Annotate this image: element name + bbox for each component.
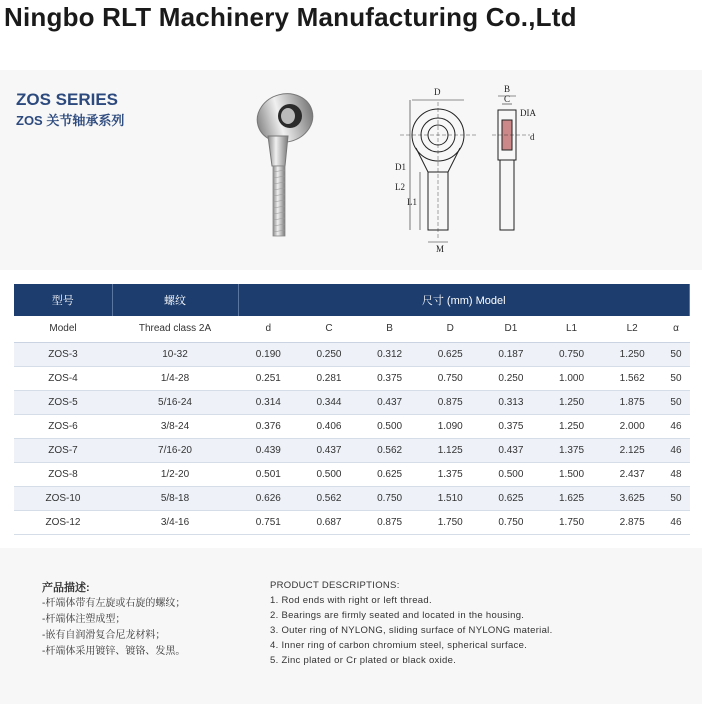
table-cell: 0.625 — [481, 486, 542, 510]
table-cell: 0.875 — [359, 510, 420, 534]
dim-label: B — [504, 84, 511, 94]
table-cell: 1.625 — [541, 486, 602, 510]
table-cell: 0.281 — [299, 366, 360, 390]
table-cell: 50 — [662, 342, 689, 366]
table-cell: 0.439 — [238, 438, 299, 462]
en-description-line: 5. Zinc plated or Cr plated or black oxide. — [270, 655, 457, 666]
table-cell: 1/2-20 — [112, 462, 238, 486]
table-cell: ZOS-4 — [14, 366, 112, 390]
table-cell: 0.750 — [541, 342, 602, 366]
table-row — [14, 414, 690, 438]
table-cell: 0.437 — [359, 390, 420, 414]
dim-label: L2 — [395, 182, 405, 192]
subheader-cell: B — [359, 316, 420, 342]
en-description-line: 2. Bearings are firmly seated and located in the housing. — [270, 610, 525, 621]
en-description-line: 3. Outer ring of NYLONG, sliding surface of NYLONG material. — [270, 625, 553, 636]
table-cell: 0.500 — [481, 462, 542, 486]
table-cell: 7/16-20 — [112, 438, 238, 462]
table-cell: 50 — [662, 390, 689, 414]
subheader-cell: C — [299, 316, 360, 342]
table-cell: 46 — [662, 438, 689, 462]
table-cell: 5/8-18 — [112, 486, 238, 510]
table-row — [14, 366, 690, 390]
table-cell: 50 — [662, 366, 689, 390]
table-cell: 0.437 — [481, 438, 542, 462]
series-subtitle: ZOS 关节轴承系列 — [16, 113, 125, 128]
en-description-heading: PRODUCT DESCRIPTIONS: — [270, 580, 400, 591]
dim-label: D1 — [395, 162, 406, 172]
table-cell: 0.314 — [238, 390, 299, 414]
table-cell: 0.344 — [299, 390, 360, 414]
table-row — [14, 342, 690, 366]
table-cell: 1.750 — [541, 510, 602, 534]
table-cell: 1.875 — [602, 390, 663, 414]
table-body — [14, 342, 690, 534]
subheader-cell: d — [238, 316, 299, 342]
table-cell: 1.090 — [420, 414, 481, 438]
cn-description-line: -杆端体采用镀锌、镀铬、发黑。 — [42, 646, 186, 657]
table-cell: ZOS-12 — [14, 510, 112, 534]
table-cell: 0.250 — [299, 342, 360, 366]
table-cell: 2.437 — [602, 462, 663, 486]
table-cell: 0.187 — [481, 342, 542, 366]
table-row — [14, 438, 690, 462]
company-title: Ningbo RLT Machinery Manufacturing Co.,Ltd — [4, 2, 577, 32]
table-cell: 1.510 — [420, 486, 481, 510]
table-cell: 0.500 — [299, 462, 360, 486]
subheader-cell: L1 — [541, 316, 602, 342]
dim-label: C — [504, 94, 511, 104]
table-cell: 0.501 — [238, 462, 299, 486]
table-row — [14, 486, 690, 510]
table-cell: ZOS-8 — [14, 462, 112, 486]
table-cell: 0.375 — [359, 366, 420, 390]
table-cell: 2.125 — [602, 438, 663, 462]
dim-label: DIA — [520, 108, 536, 118]
table-cell: ZOS-10 — [14, 486, 112, 510]
table-cell: 0.625 — [359, 462, 420, 486]
table-cell: 0.875 — [420, 390, 481, 414]
table-cell: 0.406 — [299, 414, 360, 438]
cn-description-line: -嵌有自润滑复合尼龙材料； — [42, 630, 166, 641]
table-cell: 3/4-16 — [112, 510, 238, 534]
table-cell: 0.313 — [481, 390, 542, 414]
table-cell: ZOS-6 — [14, 414, 112, 438]
table-cell: 46 — [662, 414, 689, 438]
technical-drawing — [390, 80, 560, 260]
dim-label: L1 — [407, 197, 417, 207]
table-cell: 0.375 — [481, 414, 542, 438]
table-cell: 0.562 — [299, 486, 360, 510]
table-cell: 48 — [662, 462, 689, 486]
table-subheader-row — [14, 316, 690, 342]
table-cell: 1.750 — [420, 510, 481, 534]
table-cell: 0.750 — [481, 510, 542, 534]
cn-description-heading: 产品描述: — [42, 582, 90, 594]
table-cell: 1.375 — [420, 462, 481, 486]
table-cell: 0.687 — [299, 510, 360, 534]
table-cell: 0.312 — [359, 342, 420, 366]
table-cell: 1.250 — [602, 342, 663, 366]
table-cell: 10-32 — [112, 342, 238, 366]
table-cell: 0.437 — [299, 438, 360, 462]
table-cell: 1.125 — [420, 438, 481, 462]
table-cell: 1.250 — [541, 414, 602, 438]
table-cell: 1/4-28 — [112, 366, 238, 390]
header-thread-cn: 螺纹 — [112, 284, 238, 316]
table-cell: 1.500 — [541, 462, 602, 486]
table-cell: 0.562 — [359, 438, 420, 462]
subheader-cell: Thread class 2A — [112, 316, 238, 342]
en-description — [270, 578, 553, 668]
table-cell: 46 — [662, 510, 689, 534]
table-row — [14, 390, 690, 414]
table-cell: 0.500 — [359, 414, 420, 438]
table-cell: 50 — [662, 486, 689, 510]
rod-end-photo — [230, 88, 320, 248]
subheader-cell: Model — [14, 316, 112, 342]
en-description-line: 1. Rod ends with right or left thread. — [270, 595, 432, 606]
table-row — [14, 510, 690, 534]
table-row — [14, 462, 690, 486]
table-cell: 0.250 — [481, 366, 542, 390]
table-cell: 2.000 — [602, 414, 663, 438]
table-cell: 1.562 — [602, 366, 663, 390]
series-title: ZOS SERIES — [16, 90, 119, 109]
dim-label: D — [434, 87, 441, 97]
table-cell: 3.625 — [602, 486, 663, 510]
cn-description-line: -杆端体带有左旋或右旋的螺纹； — [42, 598, 186, 609]
en-description-line: 4. Inner ring of carbon chromium steel, spherical surface. — [270, 640, 528, 651]
table-cell: 3/8-24 — [112, 414, 238, 438]
table-cell: 0.626 — [238, 486, 299, 510]
table-cell: 0.751 — [238, 510, 299, 534]
table-cell: 0.625 — [420, 342, 481, 366]
subheader-cell: D — [420, 316, 481, 342]
table-cell: 2.875 — [602, 510, 663, 534]
header-model-cn: 型号 — [14, 284, 112, 316]
dim-label: d — [530, 132, 535, 142]
table-cell: ZOS-3 — [14, 342, 112, 366]
header-dimensions: 尺寸 (mm) Model — [238, 284, 690, 316]
spec-table — [14, 284, 690, 535]
dim-label: M — [436, 244, 445, 254]
table-cell: 5/16-24 — [112, 390, 238, 414]
table-cell: 0.190 — [238, 342, 299, 366]
table-cell: 1.375 — [541, 438, 602, 462]
table-cell: 0.750 — [420, 366, 481, 390]
subheader-cell: L2 — [602, 316, 663, 342]
table-cell: ZOS-5 — [14, 390, 112, 414]
table-header-row — [14, 284, 690, 316]
table-cell: 1.000 — [541, 366, 602, 390]
table-cell: ZOS-7 — [14, 438, 112, 462]
cn-description-line: -杆端体注塑成型； — [42, 614, 126, 625]
table-cell: 0.750 — [359, 486, 420, 510]
table-cell: 0.376 — [238, 414, 299, 438]
subheader-cell: α — [662, 316, 689, 342]
table-cell: 1.250 — [541, 390, 602, 414]
table-cell: 0.251 — [238, 366, 299, 390]
cn-description — [42, 580, 185, 660]
subheader-cell: D1 — [481, 316, 542, 342]
